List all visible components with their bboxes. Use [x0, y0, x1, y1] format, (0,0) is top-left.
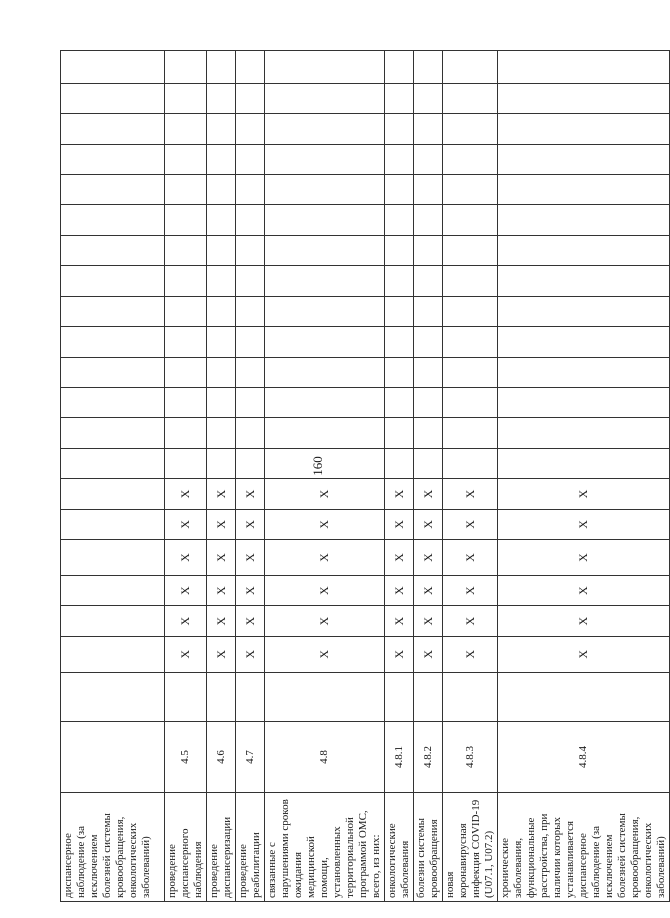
page-number: 160	[309, 456, 325, 476]
report-table-rotated	[60, 50, 667, 902]
empty-cell	[385, 114, 414, 144]
mark-cell: X	[414, 636, 443, 672]
empty-cell	[265, 235, 385, 265]
empty-cell	[265, 296, 385, 326]
mark-cell: X	[443, 540, 498, 576]
empty-cell	[385, 205, 414, 235]
mark-cell: X	[443, 479, 498, 509]
empty-cell	[165, 51, 207, 84]
empty-cell	[443, 235, 498, 265]
empty-cell	[236, 51, 265, 84]
empty-cell	[385, 672, 414, 721]
empty-cell	[443, 175, 498, 205]
table-row	[236, 51, 265, 902]
mark-cell: X	[236, 509, 265, 539]
empty-cell	[236, 144, 265, 174]
empty-cell	[236, 296, 265, 326]
empty-cell	[385, 235, 414, 265]
empty-cell	[61, 357, 165, 387]
mark-cell: X	[385, 509, 414, 539]
mark-cell: X	[385, 540, 414, 576]
empty-cell	[414, 357, 443, 387]
empty-cell	[207, 388, 236, 418]
mark-cell: X	[414, 606, 443, 636]
empty-cell	[207, 672, 236, 721]
empty-cell	[498, 114, 670, 144]
row-code: 4.8.4	[498, 721, 670, 793]
empty-cell	[207, 83, 236, 113]
empty-cell	[498, 448, 670, 478]
row-code: 4.8	[265, 721, 385, 793]
empty-cell	[61, 235, 165, 265]
row-name: связанные с нарушениями сроков ожидания медицинской помощи, установленных территориальной программой ОМС, всего, из них:	[265, 793, 385, 902]
empty-cell	[165, 448, 207, 478]
empty-cell	[414, 144, 443, 174]
empty-cell	[385, 327, 414, 357]
report-table	[60, 50, 670, 902]
empty-cell	[414, 175, 443, 205]
empty-cell	[498, 296, 670, 326]
empty-cell	[165, 114, 207, 144]
empty-cell	[385, 83, 414, 113]
mark-cell: X	[443, 576, 498, 606]
empty-cell	[207, 51, 236, 84]
mark-cell: X	[498, 636, 670, 672]
empty-cell	[498, 175, 670, 205]
empty-cell	[236, 327, 265, 357]
empty-cell	[385, 418, 414, 448]
empty-cell	[207, 296, 236, 326]
empty-cell	[414, 418, 443, 448]
empty-cell	[207, 357, 236, 387]
empty-cell	[498, 144, 670, 174]
empty-cell	[265, 266, 385, 296]
empty-cell	[61, 388, 165, 418]
mark-cell: X	[414, 509, 443, 539]
empty-cell	[61, 672, 165, 721]
mark-cell: X	[236, 479, 265, 509]
empty-cell	[414, 235, 443, 265]
table-row	[165, 51, 207, 902]
empty-cell	[207, 418, 236, 448]
mark-cell: X	[265, 479, 385, 509]
empty-cell	[165, 296, 207, 326]
mark-cell: X	[385, 606, 414, 636]
empty-cell	[165, 357, 207, 387]
empty-cell	[61, 175, 165, 205]
table-row	[207, 51, 236, 902]
empty-cell	[498, 235, 670, 265]
empty-cell	[207, 448, 236, 478]
row-name: новая коронавирусная инфекция COVID-19 (U07.1, U07.2)	[443, 793, 498, 902]
empty-cell	[385, 296, 414, 326]
row-code: 4.7	[236, 721, 265, 793]
empty-cell	[443, 205, 498, 235]
empty-cell	[236, 175, 265, 205]
empty-cell	[385, 51, 414, 84]
empty-cell	[265, 175, 385, 205]
mark-cell: X	[236, 540, 265, 576]
empty-cell	[61, 327, 165, 357]
mark-cell: X	[414, 576, 443, 606]
empty-cell	[385, 266, 414, 296]
mark-cell	[61, 540, 165, 576]
mark-cell: X	[265, 509, 385, 539]
empty-cell	[443, 266, 498, 296]
empty-cell	[236, 418, 265, 448]
empty-cell	[236, 83, 265, 113]
row-name: болезни системы кровообращения	[414, 793, 443, 902]
empty-cell	[498, 388, 670, 418]
row-name: диспансерное наблюдение (за исключением болезней системы кровообращения, онкологических заболеваний)	[61, 793, 165, 902]
empty-cell	[414, 266, 443, 296]
row-name: проведение диспансеризации	[207, 793, 236, 902]
empty-cell	[236, 388, 265, 418]
empty-cell	[165, 388, 207, 418]
table-row	[414, 51, 443, 902]
empty-cell	[165, 266, 207, 296]
empty-cell	[207, 266, 236, 296]
empty-cell	[236, 235, 265, 265]
mark-cell: X	[443, 509, 498, 539]
empty-cell	[443, 51, 498, 84]
mark-cell: X	[207, 479, 236, 509]
empty-cell	[498, 327, 670, 357]
empty-cell	[385, 388, 414, 418]
empty-cell	[414, 51, 443, 84]
mark-cell	[61, 509, 165, 539]
empty-cell	[443, 388, 498, 418]
row-code: 4.5	[165, 721, 207, 793]
empty-cell	[265, 205, 385, 235]
row-code: 4.8.2	[414, 721, 443, 793]
mark-cell: X	[498, 576, 670, 606]
mark-cell: X	[265, 636, 385, 672]
empty-cell	[498, 418, 670, 448]
empty-cell	[236, 672, 265, 721]
mark-cell: X	[414, 479, 443, 509]
empty-cell	[443, 114, 498, 144]
table-row	[443, 51, 498, 902]
mark-cell	[61, 606, 165, 636]
empty-cell	[236, 205, 265, 235]
row-code: 4.8.3	[443, 721, 498, 793]
empty-cell	[165, 672, 207, 721]
empty-cell	[207, 175, 236, 205]
table-row	[498, 51, 670, 902]
empty-cell	[207, 114, 236, 144]
empty-cell	[236, 266, 265, 296]
row-code: 4.6	[207, 721, 236, 793]
empty-cell	[443, 296, 498, 326]
mark-cell: X	[443, 636, 498, 672]
empty-cell	[443, 327, 498, 357]
empty-cell	[207, 144, 236, 174]
empty-cell	[414, 672, 443, 721]
empty-cell	[61, 296, 165, 326]
mark-cell: X	[236, 576, 265, 606]
empty-cell	[265, 51, 385, 84]
empty-cell	[236, 357, 265, 387]
empty-cell	[385, 175, 414, 205]
table-row	[265, 51, 385, 902]
empty-cell	[165, 418, 207, 448]
mark-cell: X	[207, 576, 236, 606]
empty-cell	[414, 205, 443, 235]
mark-cell: X	[385, 576, 414, 606]
mark-cell: X	[165, 509, 207, 539]
empty-cell	[165, 327, 207, 357]
empty-cell	[165, 175, 207, 205]
empty-cell	[443, 144, 498, 174]
mark-cell: X	[498, 540, 670, 576]
empty-cell	[414, 448, 443, 478]
mark-cell: X	[165, 636, 207, 672]
mark-cell	[61, 479, 165, 509]
mark-cell: X	[498, 479, 670, 509]
mark-cell: X	[236, 636, 265, 672]
empty-cell	[265, 114, 385, 144]
empty-cell	[61, 144, 165, 174]
row-code	[61, 721, 165, 793]
empty-cell	[414, 114, 443, 144]
empty-cell	[61, 205, 165, 235]
empty-cell	[265, 388, 385, 418]
mark-cell: X	[207, 540, 236, 576]
empty-cell	[265, 83, 385, 113]
empty-cell	[265, 357, 385, 387]
mark-cell: X	[165, 540, 207, 576]
empty-cell	[443, 672, 498, 721]
empty-cell	[165, 205, 207, 235]
row-name: проведение реабилитации	[236, 793, 265, 902]
empty-cell	[385, 357, 414, 387]
mark-cell: X	[498, 509, 670, 539]
empty-cell	[61, 51, 165, 84]
mark-cell: X	[498, 606, 670, 636]
mark-cell: X	[265, 540, 385, 576]
empty-cell	[236, 448, 265, 478]
mark-cell	[61, 636, 165, 672]
mark-cell: X	[385, 636, 414, 672]
table-row	[385, 51, 414, 902]
mark-cell: X	[385, 479, 414, 509]
empty-cell	[498, 205, 670, 235]
row-name: онкологические заболевания	[385, 793, 414, 902]
empty-cell	[236, 114, 265, 144]
empty-cell	[61, 448, 165, 478]
empty-cell	[265, 448, 385, 478]
row-code: 4.8.1	[385, 721, 414, 793]
empty-cell	[414, 388, 443, 418]
empty-cell	[61, 418, 165, 448]
empty-cell	[498, 51, 670, 84]
empty-cell	[207, 205, 236, 235]
mark-cell	[61, 576, 165, 606]
mark-cell: X	[265, 606, 385, 636]
empty-cell	[207, 327, 236, 357]
empty-cell	[61, 83, 165, 113]
empty-cell	[498, 357, 670, 387]
mark-cell: X	[207, 606, 236, 636]
empty-cell	[414, 83, 443, 113]
empty-cell	[443, 357, 498, 387]
table-row	[61, 51, 165, 902]
empty-cell	[385, 144, 414, 174]
mark-cell: X	[207, 509, 236, 539]
empty-cell	[385, 448, 414, 478]
row-name: проведение диспансерного наблюдения	[165, 793, 207, 902]
empty-cell	[165, 144, 207, 174]
mark-cell: X	[265, 576, 385, 606]
mark-cell: X	[165, 606, 207, 636]
empty-cell	[265, 418, 385, 448]
empty-cell	[265, 144, 385, 174]
mark-cell: X	[207, 636, 236, 672]
empty-cell	[61, 266, 165, 296]
empty-cell	[498, 672, 670, 721]
empty-cell	[165, 83, 207, 113]
empty-cell	[443, 448, 498, 478]
empty-cell	[207, 235, 236, 265]
empty-cell	[165, 235, 207, 265]
mark-cell: X	[165, 479, 207, 509]
empty-cell	[498, 83, 670, 113]
mark-cell: X	[236, 606, 265, 636]
row-name: хронические заболевания, функциональные расстройства, при наличии которых устанавливается диспансерное наблюдение (за исключением болезней системы кровообращения, онкологических заболеваний)	[498, 793, 670, 902]
mark-cell: X	[443, 606, 498, 636]
empty-cell	[265, 672, 385, 721]
empty-cell	[443, 83, 498, 113]
mark-cell: X	[165, 576, 207, 606]
empty-cell	[265, 327, 385, 357]
empty-cell	[414, 327, 443, 357]
empty-cell	[498, 266, 670, 296]
empty-cell	[61, 114, 165, 144]
empty-cell	[443, 418, 498, 448]
mark-cell: X	[414, 540, 443, 576]
empty-cell	[414, 296, 443, 326]
